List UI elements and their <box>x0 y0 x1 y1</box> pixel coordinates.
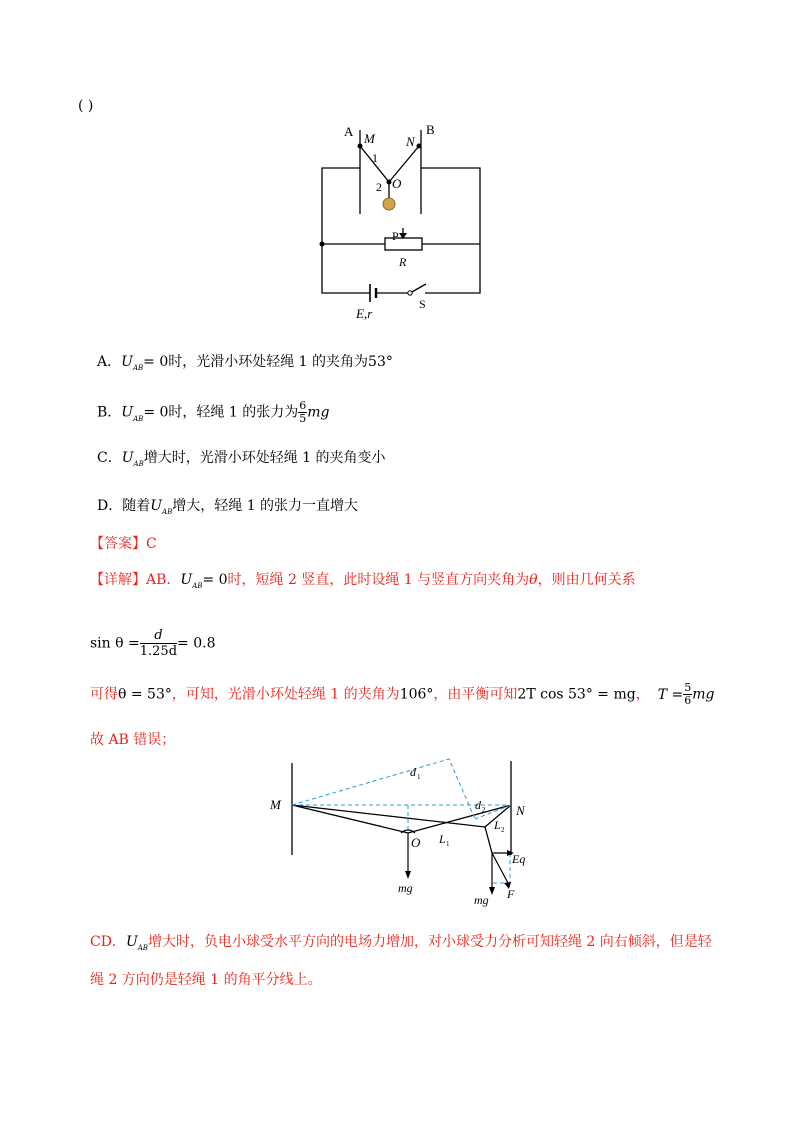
option-a: A．$U_{AB}= 0$时，光滑小环处轻绳 1 的夹角为53° <box>97 354 393 372</box>
resistor-R <box>385 238 422 250</box>
svg-text:2: 2 <box>501 826 505 834</box>
point-M <box>358 144 363 149</box>
svg-text:O: O <box>411 835 421 850</box>
svg-text:mg: mg <box>474 893 489 907</box>
svg-text:1: 1 <box>372 151 378 165</box>
svg-text:R: R <box>399 255 407 269</box>
svg-text:F: F <box>507 887 515 901</box>
svg-text:M: M <box>364 131 375 146</box>
svg-text:L: L <box>494 818 501 832</box>
svg-text:1: 1 <box>417 773 421 781</box>
svg-text:E,r: E,r <box>356 306 373 321</box>
option-d: D．随着$U_{AB}$增大，轻绳 1 的张力一直增大 <box>97 498 359 516</box>
svg-text:N: N <box>516 803 525 818</box>
svg-text:Eq: Eq <box>512 852 526 866</box>
svg-text:L: L <box>439 832 446 846</box>
svg-text:d: d <box>475 798 481 812</box>
ring-O <box>387 180 392 185</box>
charged-ball <box>383 198 395 210</box>
force-diagram <box>265 755 555 915</box>
cd-line-2: 绳 2 方向仍是轻绳 1 的角平分线上。 <box>90 972 322 988</box>
svg-text:O: O <box>392 176 402 191</box>
question-blank: ( ) <box>78 98 94 114</box>
svg-text:N: N <box>406 134 415 149</box>
formula-sin: sin θ = $\frac{d}{1.25d}$ = 0.8 <box>90 628 216 659</box>
svg-text:mg: mg <box>398 881 413 895</box>
result-line: 可得θ = 53°，可知，光滑小环处轻绳 1 的夹角为106°，由平衡可知2T cos 53° = mg， T = $\frac{5}{6}$ mg <box>90 681 715 707</box>
conclusion-ab: 故 AB 错误； <box>90 732 176 748</box>
svg-text:S: S <box>419 297 426 311</box>
point-N <box>417 144 422 149</box>
option-b: B．$U_{AB}= 0$时，轻绳 1 的张力为 $\frac{6}{5}$ mg <box>97 399 330 425</box>
svg-text:B: B <box>426 122 435 137</box>
svg-text:2: 2 <box>482 806 486 814</box>
svg-text:d: d <box>410 765 416 779</box>
circuit-diagram <box>300 118 500 328</box>
answer-label: 【答案】C <box>90 536 157 552</box>
svg-text:2: 2 <box>376 180 382 194</box>
svg-text:1: 1 <box>446 840 450 848</box>
svg-text:A: A <box>344 124 354 139</box>
detail-line: 【详解】AB．$U_{AB}= 0$时，短绳 2 竖直，此时设绳 1 与竖直方向夹角为θ，则由几何关系 <box>90 572 636 590</box>
option-c: C．$U_{AB}$增大时，光滑小环处轻绳 1 的夹角变小 <box>97 450 386 468</box>
svg-text:P: P <box>392 229 399 243</box>
svg-text:M: M <box>270 797 281 812</box>
cd-line-1: CD．$U_{AB}$增大时，负电小球受水平方向的电场力增加，对小球受力分析可知轻绳 2 向右倾斜，但是轻 <box>90 934 712 952</box>
